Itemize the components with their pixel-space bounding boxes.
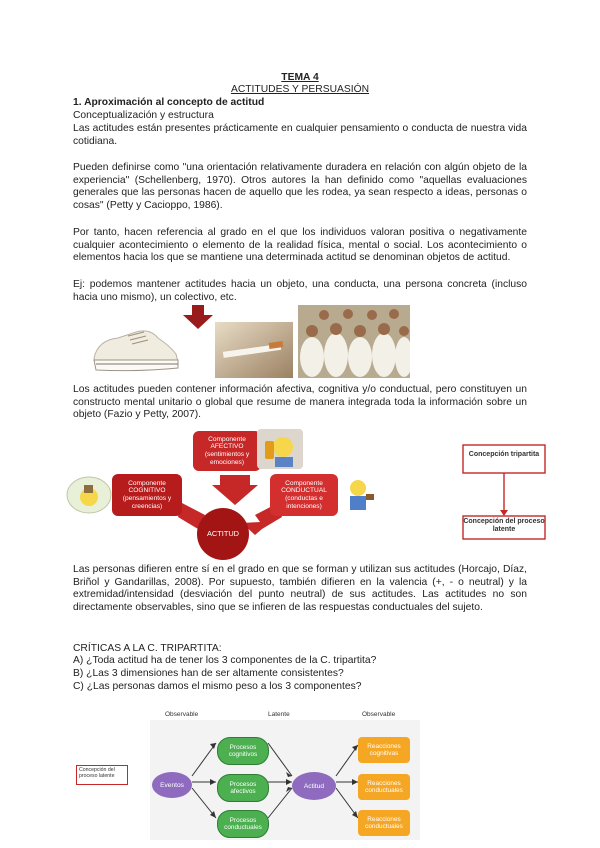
concepcion-tripartita-label: Concepción tripartita bbox=[468, 451, 540, 458]
reacciones-conductuales-node: Reacciones conductuales bbox=[358, 774, 410, 800]
people-praying-image bbox=[298, 305, 410, 378]
section-subheading: Conceptualización y estructura bbox=[73, 110, 214, 121]
component-cognitivo: Componente COGNITIVO (pensamientos y creencias) bbox=[112, 474, 182, 516]
beer-character-image bbox=[257, 429, 303, 469]
reacciones-afectivas-node: Reacciones conductuales bbox=[358, 810, 410, 836]
sneaker-image bbox=[88, 310, 183, 378]
paragraph-2: Pueden definirse como "una orientación relativamente duradera en relación con algún objeto de la experiencia" (Schellenberg, 1970). Otros autores la han definido como "aquellas evaluaciones generales que las personas hacen de aquello que les rodea, ya sean respecto a ideas, personas o cosas" (Petty y Cacioppo, 1986). bbox=[73, 162, 527, 211]
latente-label: Latente bbox=[268, 711, 290, 718]
component-afectivo: Componente AFECTIVO (sentimientos y emociones) bbox=[193, 431, 261, 471]
actitud-label: ACTITUD bbox=[206, 529, 240, 538]
latent-side-label: Concepción del proceso latente bbox=[76, 765, 128, 785]
component-conductual: Componente CONDUCTUAL (conductas e intenciones) bbox=[270, 474, 338, 516]
paragraph-3: Por tanto, hacen referencia al grado en el que los individuos valoran positiva o negativamente cualquier acontecimiento o elemento de la realidad física, mental o social. Los acontecimiento o elementos hacia los que se mantiene una determinada actitud se denominan objetos de actitud. bbox=[73, 227, 527, 264]
tema-subtitle: ACTITUDES Y PERSUASIÓN bbox=[230, 84, 370, 95]
actitud-node: Actitud bbox=[292, 772, 336, 800]
paragraph-5: Los actitudes pueden contener información afectiva, cognitiva y/o conductual, pero constituyen un constructo mental unitario o global que resume de manera integrada toda la información sobre un objeto (Fazio y Petty, 2007). bbox=[73, 384, 527, 421]
observable-left-label: Observable bbox=[165, 711, 199, 718]
procesos-conductuales-node: Procesos conductuales bbox=[217, 810, 269, 838]
procesos-afectivos-node: Procesos afectivos bbox=[217, 774, 269, 802]
active-character-image bbox=[338, 476, 378, 516]
critica-c: C) ¿Las personas damos el mismo peso a los 3 componentes? bbox=[73, 681, 362, 692]
reacciones-cognitivas-node: Reacciones cognitivas bbox=[358, 737, 410, 763]
observable-right-label: Observable bbox=[362, 711, 396, 718]
procesos-cognitivos-node: Procesos cognitivos bbox=[217, 737, 269, 765]
down-arrow-icon bbox=[183, 305, 213, 329]
critica-b: B) ¿Las 3 dimensiones han de ser altamente consistentes? bbox=[73, 668, 344, 679]
criticas-title: CRÍTICAS A LA C. TRIPARTITA: bbox=[73, 643, 222, 654]
paragraph-1: Las actitudes están presentes prácticamente en cualquier pensamiento o conducta de nuestra vida cotidiana. bbox=[73, 123, 527, 147]
paragraph-4: Ej: podemos mantener actitudes hacia un objeto, una conducta, una persona concreta (incluso hacia uno mismo), un colectivo, etc. bbox=[73, 279, 527, 303]
eventos-node: Eventos bbox=[152, 772, 192, 798]
concepcion-latente-label: Concepción del proceso latente bbox=[463, 518, 545, 533]
paragraph-6: Las personas difieren entre sí en el grado en que se forman y utilizan sus actitudes (Horcajo, Díaz, Briñol y Gandarillas, 2008). Por supuesto, también difieren en la valencia (+, - o neutral) y la extremidad/intensidad (desviación del punto neutral) de sus actitudes. Las actitudes no son directamente observables, sino que se infieren de las respuestas conductuales del sujeto. bbox=[73, 564, 527, 613]
tema-title: TEMA 4 bbox=[281, 72, 319, 83]
thinking-character-image bbox=[66, 475, 112, 515]
section-heading: 1. Aproximación al concepto de actitud bbox=[73, 97, 265, 108]
cigarette-image bbox=[215, 322, 293, 378]
critica-a: A) ¿Toda actitud ha de tener los 3 componentes de la C. tripartita? bbox=[73, 655, 377, 666]
